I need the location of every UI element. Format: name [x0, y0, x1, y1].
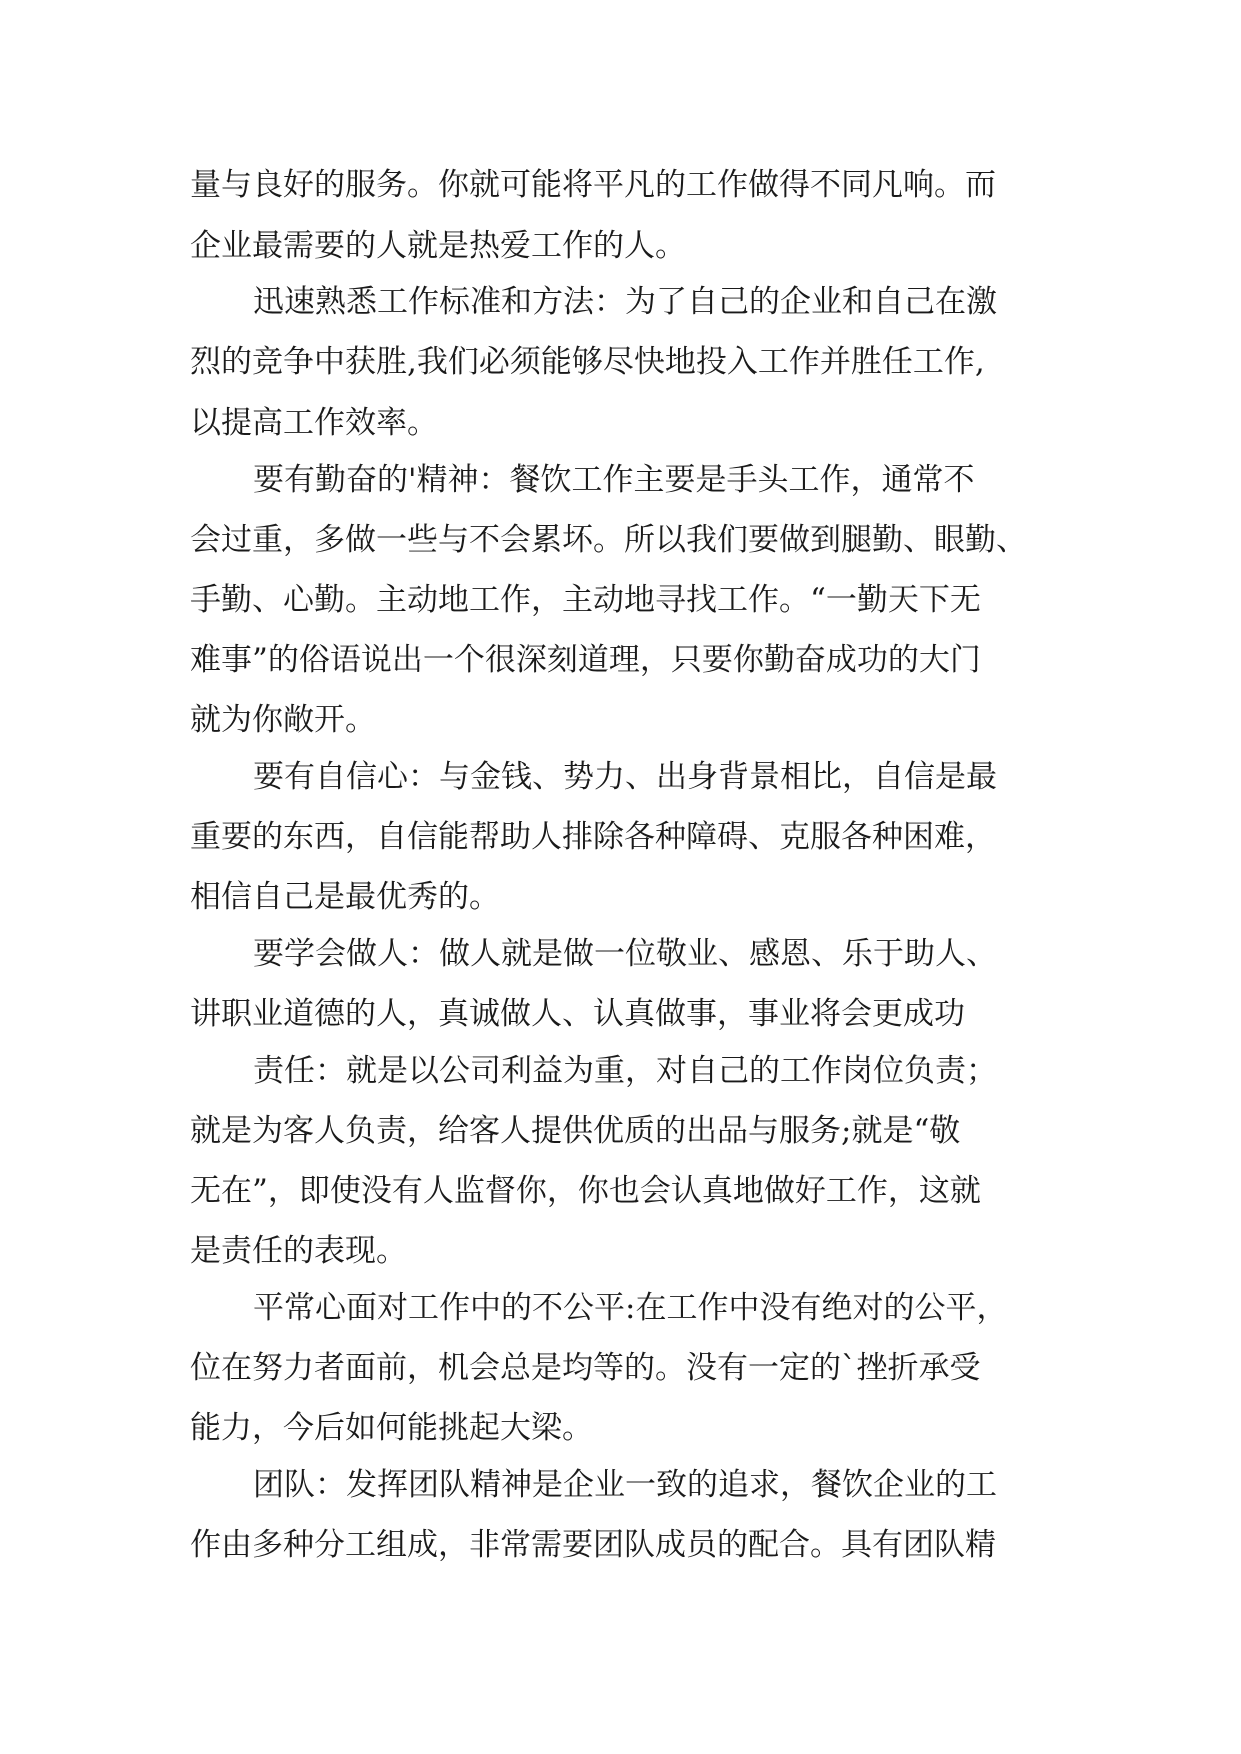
text-line: 是责任的表现。 [190, 1233, 407, 1269]
text-line: 就是为客人负责，给客人提供优质的出品与服务;就是“敬 [190, 1113, 961, 1149]
text-line: 量与良好的服务。你就可能将平凡的工作做得不同凡响。而 [190, 167, 996, 203]
text-line: 企业最需要的人就是热爱工作的人。 [190, 228, 686, 264]
text-line: 重要的东西，自信能帮助人排除各种障碍、克服各种困难， [190, 819, 996, 855]
text-line: 烈的竞争中获胜,我们必须能够尽快地投入工作并胜任工作, [190, 344, 985, 380]
text-line: 平常心面对工作中的不公平:在工作中没有绝对的公平， [253, 1290, 1008, 1326]
text-line: 责任：就是以公司利益为重，对自己的工作岗位负责； [253, 1053, 997, 1089]
text-line: 作由多种分工组成，非常需要团队成员的配合。具有团队精 [190, 1527, 996, 1563]
text-line: 难事”的俗语说出一个很深刻道理，只要你勤奋成功的大门 [190, 642, 981, 678]
text-line: 以提高工作效率。 [190, 405, 438, 441]
text-line: 要学会做人：做人就是做一位敬业、感恩、乐于助人、 [253, 936, 997, 972]
text-line: 无在”，即使没有人监督你，你也会认真地做好工作，这就 [190, 1173, 981, 1209]
text-line: 就为你敞开。 [190, 702, 376, 738]
text-line: 要有勤奋的'精神：餐饮工作主要是手头工作，通常不 [253, 462, 975, 498]
text-line: 相信自己是最优秀的。 [190, 879, 500, 915]
text-line: 要有自信心：与金钱、势力、出身背景相比，自信是最 [253, 759, 997, 795]
text-line: 讲职业道德的人，真诚做人、认真做事，事业将会更成功 [190, 996, 965, 1032]
text-line: 能力，今后如何能挑起大梁。 [190, 1410, 593, 1446]
text-line: 位在努力者面前，机会总是均等的。没有一定的`挫折承受 [190, 1350, 981, 1386]
text-line: 迅速熟悉工作标准和方法：为了自己的企业和自己在激 [253, 284, 997, 320]
text-line: 会过重，多做一些与不会累坏。所以我们要做到腿勤、眼勤、 [190, 522, 1027, 558]
text-line: 手勤、心勤。主动地工作，主动地寻找工作。“一勤天下无 [190, 582, 981, 618]
text-line: 团队：发挥团队精神是企业一致的追求，餐饮企业的工 [253, 1467, 997, 1503]
